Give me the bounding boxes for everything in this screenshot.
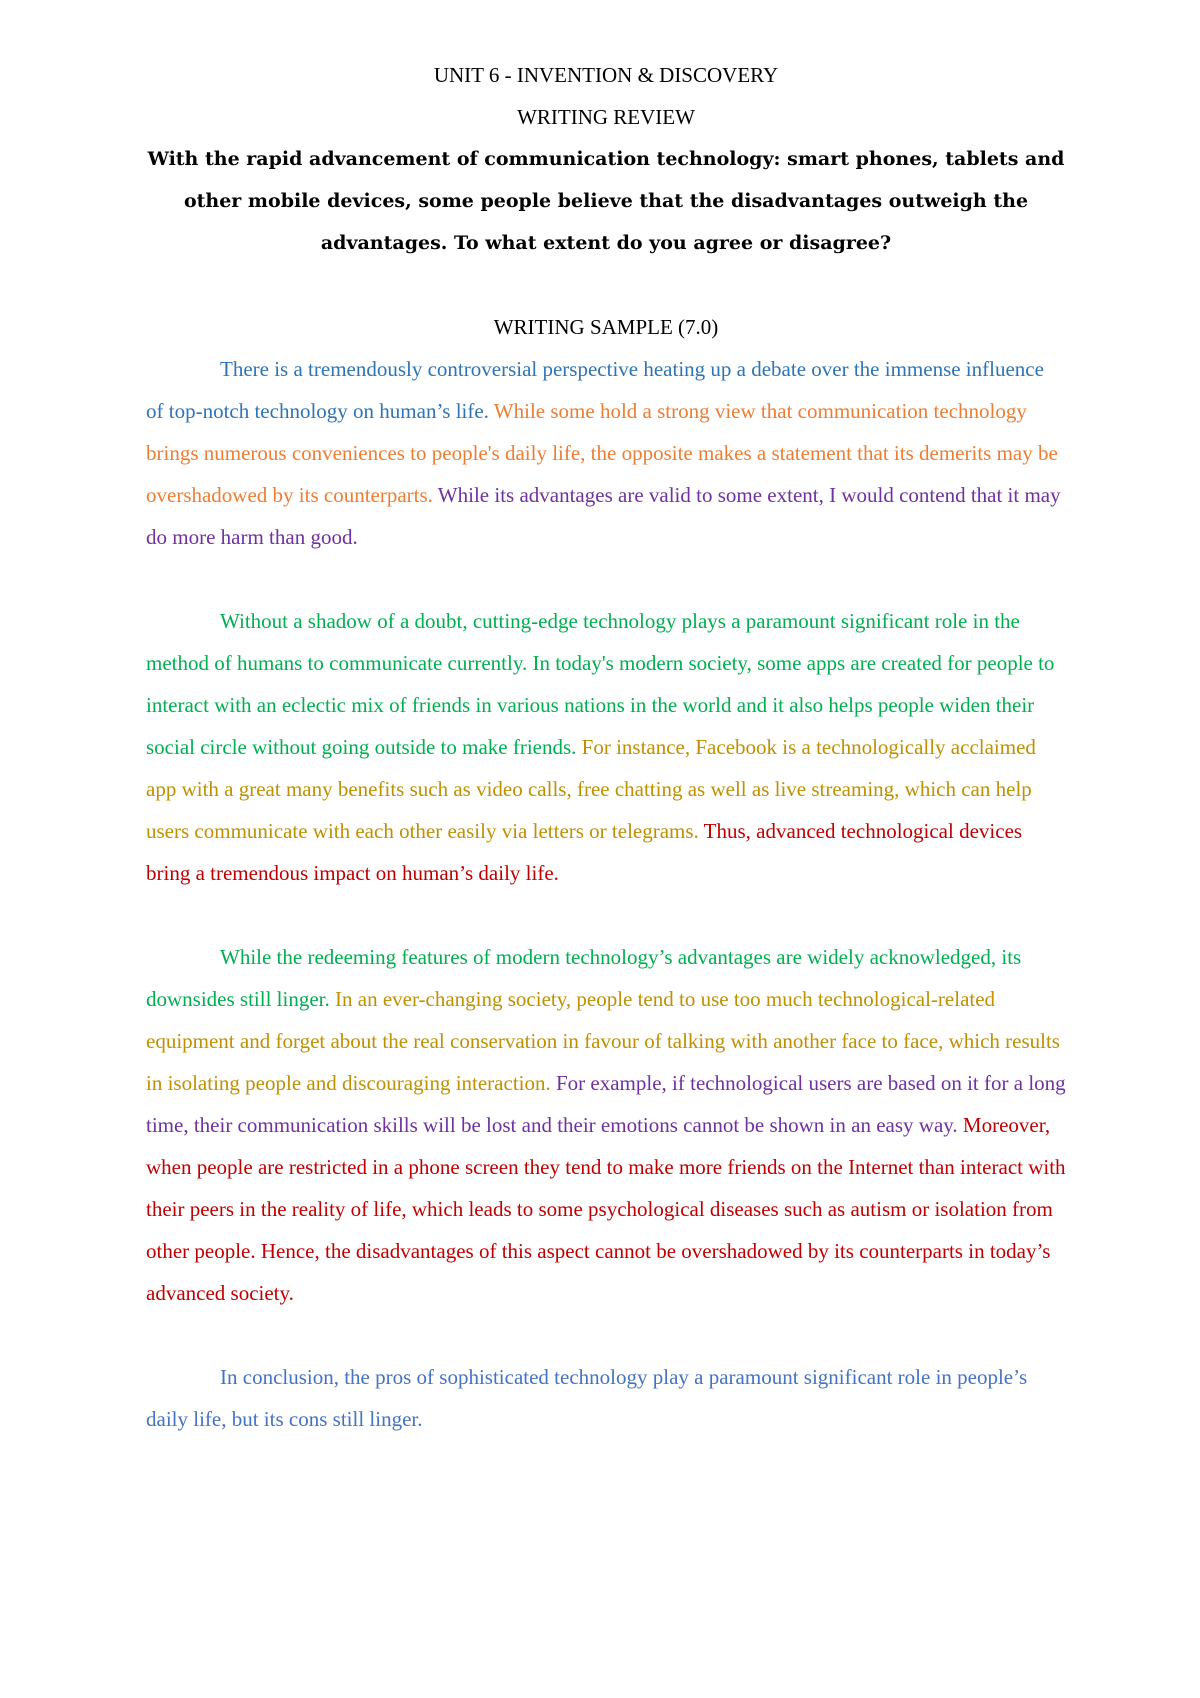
- body2-point2: Moreover, when people are restricted in a phone screen they tend to make more friends on the Internet than interact with their peers in the reality of life, which leads to some psychological diseases such as autism or isolation from other people. Hence, the disadvantages of this aspect cannot be overshadowed by its counterparts in today’s advanced society.: [146, 1113, 1066, 1305]
- body2-point1: In an ever-changing society, people tend to use too much technological-related equipment and forget about the real conservation in favour of talking with another face to face, which results in isolating people and discouraging interaction.: [146, 987, 1060, 1095]
- paragraph-body-1: [146, 600, 1066, 894]
- body1-topic: Without a shadow of a doubt, cutting-edge technology plays a paramount significant role in the method of humans to communicate currently. In today's modern society, some apps are created for people to interact with an eclectic mix of friends in various nations in the world and it also helps people widen their social circle without going outside to make friends.: [146, 609, 1055, 759]
- spacer: [146, 264, 1066, 306]
- essay-question: With the rapid advancement of communication technology: smart phones, tablets and other mobile devices, some people believe that the disadvantages outweigh the advantages. To what extent do you agree or disagree?: [147, 148, 1065, 254]
- conclusion-text: In conclusion, the pros of sophisticated technology play a paramount significant role in people’s daily life, but its cons still linger.: [146, 1365, 1028, 1431]
- spacer: [146, 894, 1066, 936]
- unit-title: UNIT 6 - INVENTION & DISCOVERY: [433, 63, 779, 87]
- section-title: WRITING REVIEW: [517, 105, 695, 129]
- spacer: [146, 1314, 1066, 1356]
- paragraph-introduction: [146, 348, 1066, 558]
- sample-title: WRITING SAMPLE (7.0): [493, 315, 719, 339]
- document-page: [146, 54, 1066, 1440]
- intro-hook: There is a tremendously controversial perspective heating up a debate over the immense influence of top-notch technology on human’s life.: [146, 357, 1044, 423]
- spacer: [146, 558, 1066, 600]
- body1-example: For instance, Facebook is a technologically acclaimed app with a great many benefits such as video calls, free chatting as well as live streaming, which can help users communicate with each other easily via letters or telegrams.: [146, 735, 1036, 843]
- body1-conclusion: Thus, advanced technological devices bring a tremendous impact on human’s daily life.: [146, 819, 1023, 885]
- paragraph-conclusion: [146, 1356, 1066, 1440]
- paragraph-body-2: [146, 936, 1066, 1314]
- intro-thesis: While its advantages are valid to some extent, I would contend that it may do more harm than good.: [146, 483, 1061, 549]
- body2-example: For example, if technological users are based on it for a long time, their communication skills will be lost and their emotions cannot be shown in an easy way.: [146, 1071, 1066, 1137]
- intro-views: While some hold a strong view that communication technology brings numerous conveniences to people's daily life, the opposite makes a statement that its demerits may be overshadowed by its counterparts.: [146, 399, 1058, 507]
- body2-topic: While the redeeming features of modern technology’s advantages are widely acknowledged, its downsides still linger.: [146, 945, 1022, 1011]
